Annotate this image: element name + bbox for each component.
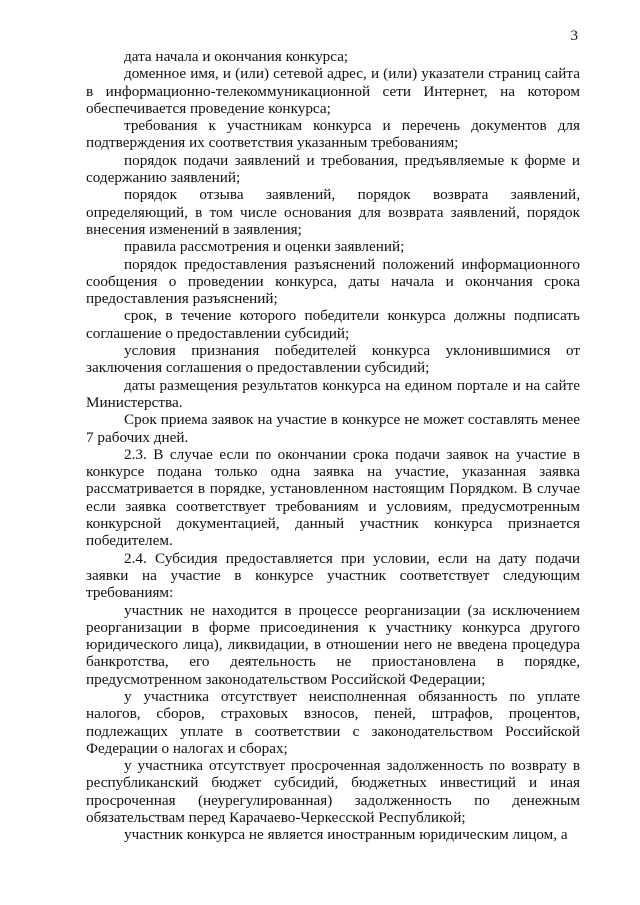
paragraph: доменное имя, и (или) сетевой адрес, и (или) указатели страниц сайта в информационно-телекоммуникационной сети Интернет, на котором обеспечивается проведение конкурса;	[86, 65, 580, 117]
paragraph: порядок отзыва заявлений, порядок возврата заявлений, определяющий, в том числе основания для возврата заявлений, порядок внесения изменений в заявления;	[86, 186, 580, 238]
paragraph: 2.4. Субсидия предоставляется при условии, если на дату подачи заявки на участие в конкурсе участник соответствует следующим требованиям:	[86, 549, 580, 602]
paragraph: у участника отсутствует просроченная задолженность по возврату в республиканский бюджет субсидий, бюджетных инвестиций и иная просроченная (неурегулированная) задолженность по денежным обязательствам перед Карачаево-Черкесской Республикой;	[86, 757, 580, 827]
paragraph: требования к участникам конкурса и перечень документов для подтверждения их соответствия указанным требованиям;	[86, 117, 580, 152]
paragraph: дата начала и окончания конкурса;	[124, 48, 349, 65]
paragraph: даты размещения результатов конкурса на едином портале и на сайте Министерства.	[86, 376, 580, 411]
paragraph: участник конкурса не является иностранным юридическим лицом, а	[124, 826, 568, 844]
paragraph: срок, в течение которого победители конкурса должны подписать соглашение о предоставлении субсидий;	[86, 307, 580, 342]
paragraph: правила рассмотрения и оценки заявлений;	[124, 238, 405, 256]
paragraph: Срок приема заявок на участие в конкурсе не может составлять менее 7 рабочих дней.	[86, 411, 580, 446]
paragraph: условия признания победителей конкурса уклонившимися от заключения соглашения о предоставлении субсидий;	[86, 342, 580, 377]
page-number: 3	[570, 28, 578, 44]
document-body	[86, 48, 580, 844]
paragraph: порядок подачи заявлений и требования, предъявляемые к форме и содержанию заявлений;	[86, 151, 580, 187]
paragraph: участник не находится в процессе реорганизации (за исключением реорганизации в форме присоединения к участнику конкурса другого юридического лица), ликвидации, в отношении него не введена процедура банкротства, его деятельность не приостановлена в порядке, предусмотренном законодательством Российской Федерации;	[86, 601, 580, 688]
paragraph: 2.3. В случае если по окончании срока подачи заявок на участие в конкурсе подана только одна заявка на участие, указанная заявка рассматривается в порядке, установленном настоящим Порядком. В случае если заявка соответствует требованиям и условиям, предусмотренным конкурсной документацией, данный участник конкурса признается победителем.	[86, 445, 580, 550]
paragraph: у участника отсутствует неисполненная обязанность по уплате налогов, сборов, страховых взносов, пеней, штрафов, процентов, подлежащих уплате в соответствии с законодательством Российской Федерации о налогах и сборах;	[86, 687, 580, 757]
paragraph: порядок предоставления разъяснений положений информационного сообщения о проведении конкурса, даты начала и окончания срока предоставления разъяснений;	[86, 255, 580, 308]
